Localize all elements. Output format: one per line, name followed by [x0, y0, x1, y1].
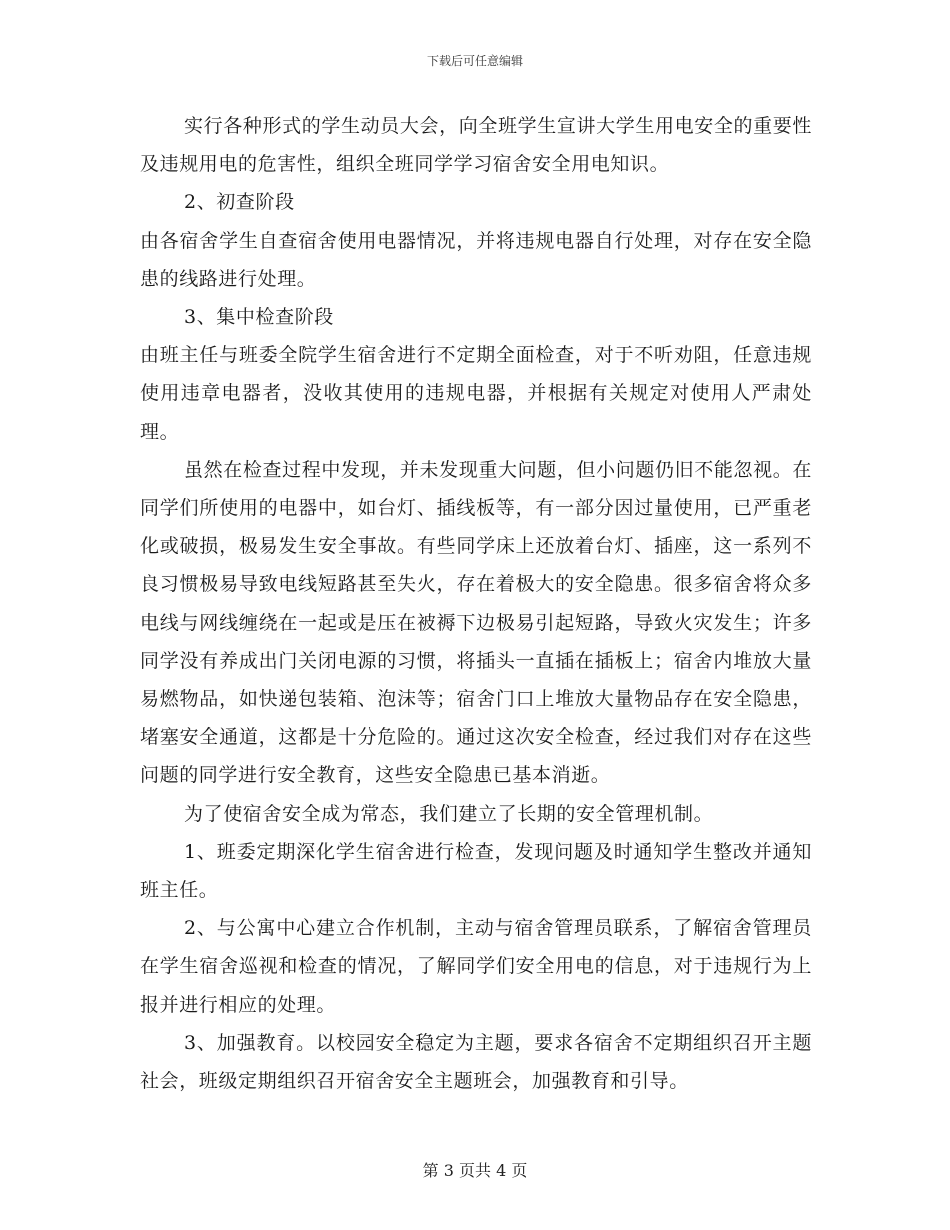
paragraph: 由各宿舍学生自查宿舍使用电器情况，并将违规电器自行处理，对存在安全隐患的线路进行处理。 [140, 229, 812, 290]
list-item: 2、与公寓中心建立合作机制，主动与宿舍管理员联系，了解宿舍管理员在学生宿舍巡视和检查的情况，了解同学们安全用电的信息，对于违规行为上报并进行相应的处理。 [140, 917, 812, 1016]
paragraph: 实行各种形式的学生动员大会，向全班学生宣讲大学生用电安全的重要性及违规用电的危害性，组织全班同学学习宿舍安全用电知识。 [140, 115, 812, 176]
paragraph: 为了使宿舍安全成为常态，我们建立了长期的安全管理机制。 [184, 802, 714, 825]
paragraph: 虽然在检查过程中发现，并未发现重大问题，但小问题仍旧不能忽视。在同学们所使用的电器中，如台灯、插线板等，有一部分因过量使用，已严重老化或破损，极易发生安全事故。有些同学床上还放着台灯、插座，这一系列不良习惯极易导致电线短路甚至失火，存在着极大的安全隐患。很多宿舍将众多电线与网线缠绕在一起或是压在被褥下边极易引起短路，导致火灾发生；许多同学没有养成出门关闭电源的习惯，将插头一直插在插板上；宿舍内堆放大量易燃物品，如快递包装箱、泡沫等；宿舍门口上堆放大量物品存在安全隐患，堵塞安全通道，这都是十分危险的。通过这次安全检查，经过我们对存在这些问题的同学进行安全教育，这些安全隐患已基本消逝。 [140, 458, 812, 787]
page-number: 第 3 页共 4 页 [422, 1161, 528, 1180]
document-body [140, 107, 812, 1100]
section-heading: 3、集中检查阶段 [184, 306, 334, 329]
page-header: 下载后可任意编辑 [426, 54, 523, 68]
list-item: 1、班委定期深化学生宿舍进行检查，发现问题及时通知学生整改并通知班主任。 [140, 840, 812, 902]
section-heading: 2、初查阶段 [184, 191, 295, 214]
paragraph: 由班主任与班委全院学生宿舍进行不定期全面检查，对于不听劝阻，任意违规使用违章电器者，没收其使用的违规电器，并根据有关规定对使用人严肃处理。 [140, 344, 812, 443]
list-item: 3、加强教育。以校园安全稳定为主题，要求各宿舍不定期组织召开主题社会，班级定期组织召开宿舍安全主题班会，加强教育和引导。 [140, 1031, 812, 1093]
